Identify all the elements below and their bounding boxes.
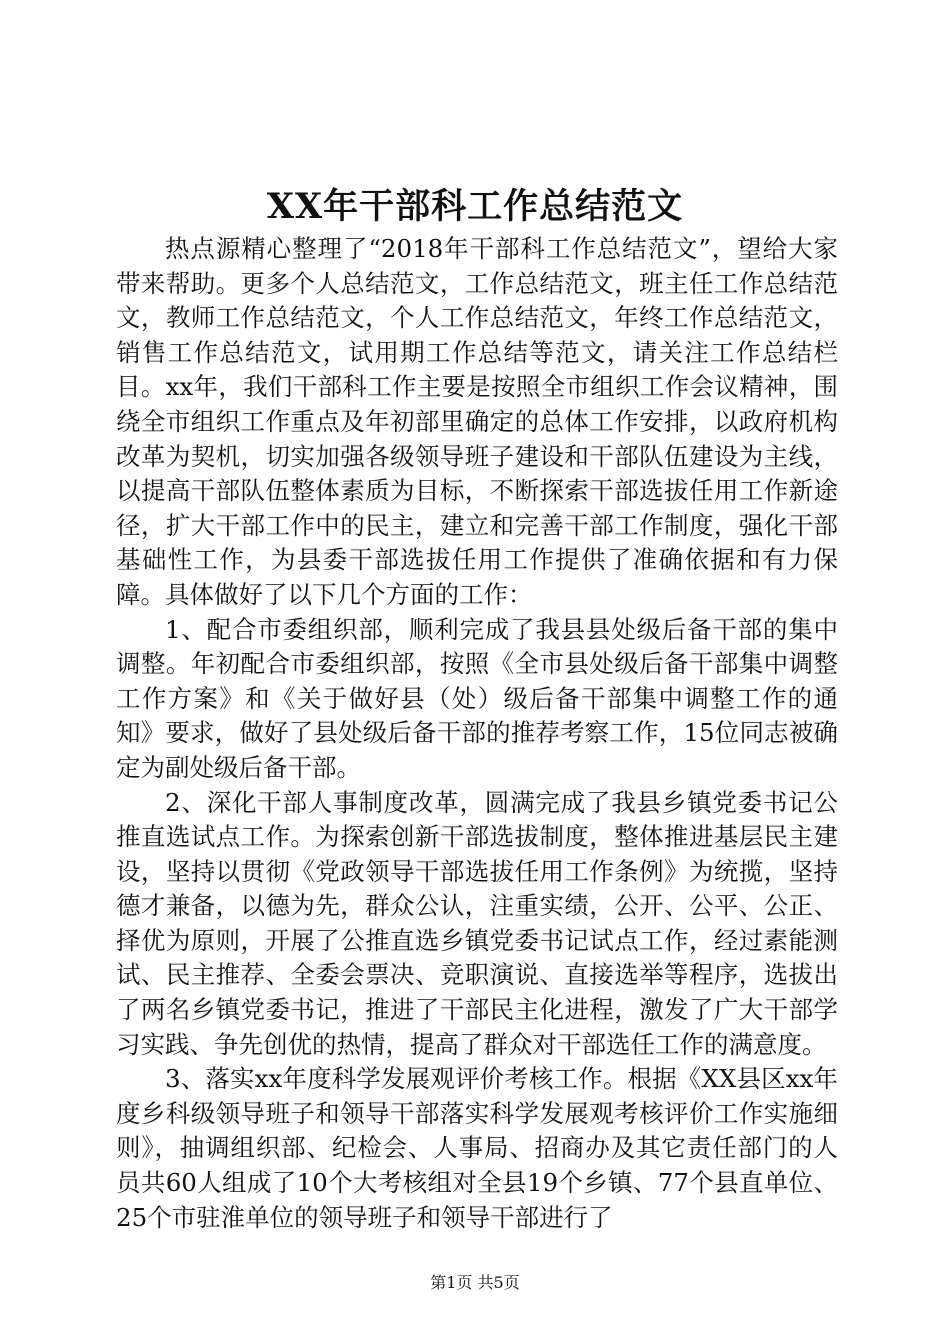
document-title: XX年干部科工作总结范文 [266,186,684,227]
document-body [116,232,838,1235]
intro-paragraph: 热点源精心整理了“2018年干部科工作总结范文”，望给大家带来帮助。更多个人总结范文，工作总结范文，班主任工作总结范文，教师工作总结范文，个人工作总结范文，年终工作总结范文，销售工作总结范文，试用期工作总结等范文，请关注工作总结栏目。xx年，我们干部科工作主要是按照全市组织工作会议精神，围绕全市组织工作重点及年初部里确定的总体工作安排，以政府机构改革为契机，切实加强各级领导班子建设和干部队伍建设为主线，以提高干部队伍整体素质为目标，不断探索干部选拔任用工作新途径，扩大干部工作中的民主，建立和完善干部工作制度，强化干部基础性工作，为县委干部选拔任用工作提供了准确依据和有力保障。具体做好了以下几个方面的工作： [116,234,838,609]
paragraph-item-3: 3、落实xx年度科学发展观评价考核工作。根据《XX县区xx年度乡科级领导班子和领导干部落实科学发展观考核评价工作实施细则》，抽调组织部、纪检会、人事局、招商办及其它责任部门的人员共60人组成了10个大考核组对全县19个乡镇、77个县直单位、25个市驻淮单位的领导班子和领导干部进行了 [116,1064,838,1232]
paragraph-item-2: 2、深化干部人事制度改革，圆满完成了我县乡镇党委书记公推直选试点工作。为探索创新干部选拔制度，整体推进基层民主建设，坚持以贯彻《党政领导干部选拔任用工作条例》为统揽，坚持德才兼备，以德为先，群众公认，注重实绩，公开、公平、公正、择优为原则，开展了公推直选乡镇党委书记试点工作，经过素能测试、民主推荐、全委会票决、竞职演说、直接选举等程序，选拔出了两名乡镇党委书记，推进了干部民主化进程，激发了广大干部学习实践、争先创优的热情，提高了群众对干部选任工作的满意度。 [116,787,838,1059]
paragraph-item-1: 1、配合市委组织部，顺利完成了我县县处级后备干部的集中调整。年初配合市委组织部，按照《全市县处级后备干部集中调整工作方案》和《关于做好县（处）级后备干部集中调整工作的通知》要求，做好了县处级后备干部的推荐考察工作，15位同志被确定为副处级后备干部。 [116,614,838,782]
page-number-footer: 第1页 共5页 [430,1273,520,1292]
